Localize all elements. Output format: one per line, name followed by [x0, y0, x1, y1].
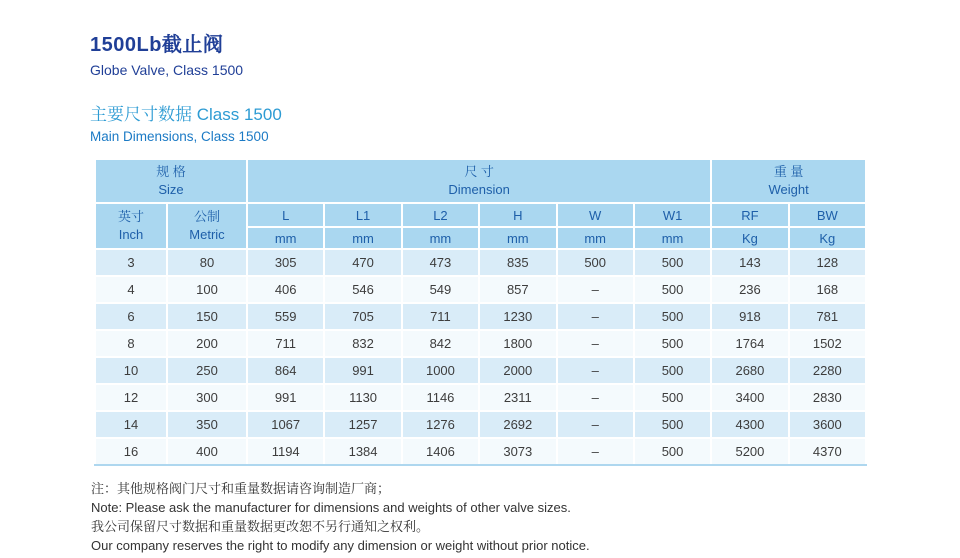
table-cell: 1230 [479, 303, 556, 330]
table-cell: 3073 [479, 438, 556, 465]
table-cell: 500 [634, 276, 711, 303]
table-cell: 2830 [789, 384, 866, 411]
unit-L1: mm [324, 227, 401, 249]
table-cell: 3400 [711, 384, 788, 411]
table-cell: 8 [95, 330, 167, 357]
table-cell: 705 [324, 303, 401, 330]
unit-H: mm [479, 227, 556, 249]
table-row [95, 438, 866, 465]
table-cell: 400 [167, 438, 247, 465]
col-header-H: H [479, 203, 556, 227]
table-cell: 500 [634, 384, 711, 411]
table-cell: 250 [167, 357, 247, 384]
table-cell: 864 [247, 357, 324, 384]
table-cell: – [557, 411, 634, 438]
table-row [95, 357, 866, 384]
col-metric-en: Metric [189, 227, 225, 242]
table-cell: 500 [634, 411, 711, 438]
group-header-size [95, 159, 247, 203]
table-cell: 500 [634, 438, 711, 465]
table-cell: 1764 [711, 330, 788, 357]
table-row [95, 330, 866, 357]
table-cell: 832 [324, 330, 401, 357]
table-cell: 473 [402, 249, 479, 276]
table-cell: 1276 [402, 411, 479, 438]
col-inch-en: Inch [118, 227, 144, 242]
unit-BW: Kg [789, 227, 866, 249]
table-cell: 1130 [324, 384, 401, 411]
table-cell: 2680 [711, 357, 788, 384]
table-cell: 1067 [247, 411, 324, 438]
table-cell: – [557, 303, 634, 330]
table-cell: 500 [634, 330, 711, 357]
table-cell: 2280 [789, 357, 866, 384]
col-header-BW: BW [789, 203, 866, 227]
table-cell: 100 [167, 276, 247, 303]
table-cell: 470 [324, 249, 401, 276]
table-cell: 168 [789, 276, 866, 303]
table-cell: 16 [95, 438, 167, 465]
table-cell: 546 [324, 276, 401, 303]
col-header-RF: RF [711, 203, 788, 227]
col-metric-zh: 公制 [193, 209, 220, 225]
page-title-en: Globe Valve, Class 1500 [90, 62, 244, 78]
col-header-L1: L1 [324, 203, 401, 227]
table-cell: 991 [324, 357, 401, 384]
table-cell: 991 [247, 384, 324, 411]
col-header-inch [95, 203, 167, 249]
table-cell: 2311 [479, 384, 556, 411]
col-header-W: W [557, 203, 634, 227]
note-line1-zh: 注：其他规格阀门尺寸和重量数据请咨询制造厂商； [91, 481, 391, 496]
dimensions-table [94, 158, 867, 466]
table-cell: 1384 [324, 438, 401, 465]
table-cell: 2692 [479, 411, 556, 438]
table-cell: 1194 [247, 438, 324, 465]
table-cell: 4 [95, 276, 167, 303]
note-line1-en: Note: Please ask the manufacturer for dimensions and weights of other valve sizes. [91, 499, 571, 515]
table-cell: 1502 [789, 330, 866, 357]
group-header-row [95, 159, 866, 203]
table-cell: 500 [557, 249, 634, 276]
col-header-metric [167, 203, 247, 249]
group-weight-en: Weight [768, 182, 809, 197]
unit-L2: mm [402, 227, 479, 249]
table-cell: 14 [95, 411, 167, 438]
footnotes [91, 480, 960, 555]
table-cell: 143 [711, 249, 788, 276]
table-cell: 857 [479, 276, 556, 303]
col-header-L2: L2 [402, 203, 479, 227]
table-cell: 10 [95, 357, 167, 384]
table-row [95, 249, 866, 276]
table-cell: 4370 [789, 438, 866, 465]
col-header-W1: W1 [634, 203, 711, 227]
group-header-dimension [247, 159, 711, 203]
column-label-row [95, 203, 866, 227]
table-cell: 2000 [479, 357, 556, 384]
table-cell: 300 [167, 384, 247, 411]
table-cell: 350 [167, 411, 247, 438]
table-cell: – [557, 330, 634, 357]
table-row [95, 411, 866, 438]
table-cell: – [557, 276, 634, 303]
group-size-en: Size [158, 182, 184, 197]
table-cell: – [557, 438, 634, 465]
table-cell: 305 [247, 249, 324, 276]
table-cell: 549 [402, 276, 479, 303]
table-cell: 128 [789, 249, 866, 276]
table-cell: 500 [634, 303, 711, 330]
table-cell: 3 [95, 249, 167, 276]
table-cell: – [557, 357, 634, 384]
note-line2-en: Our company reserves the right to modify any dimension or weight without prior notice. [91, 537, 590, 553]
section-title-zh: 主要尺寸数据 Class 1500 [90, 105, 282, 124]
table-row [95, 384, 866, 411]
col-inch-zh: 英寸 [117, 209, 144, 225]
section-title-en: Main Dimensions, Class 1500 [90, 129, 269, 144]
table-body [95, 249, 866, 465]
table-header [95, 159, 866, 249]
table-cell: 500 [634, 249, 711, 276]
unit-W: mm [557, 227, 634, 249]
note-line2-zh: 我公司保留尺寸数据和重量数据更改恕不另行通知之权利。 [91, 518, 430, 534]
table-cell: 150 [167, 303, 247, 330]
table-cell: 1257 [324, 411, 401, 438]
table-row [95, 303, 866, 330]
table-cell: 1800 [479, 330, 556, 357]
unit-W1: mm [634, 227, 711, 249]
table-cell: 781 [789, 303, 866, 330]
table-cell: – [557, 384, 634, 411]
table-cell: 6 [95, 303, 167, 330]
table-cell: 12 [95, 384, 167, 411]
unit-L: mm [247, 227, 324, 249]
table-row [95, 276, 866, 303]
table-cell: 711 [247, 330, 324, 357]
unit-RF: Kg [711, 227, 788, 249]
table-cell: 4300 [711, 411, 788, 438]
table-cell: 559 [247, 303, 324, 330]
table-cell: 918 [711, 303, 788, 330]
table-cell: 3600 [789, 411, 866, 438]
page-title-zh: 1500Lb截止阀 [90, 34, 224, 56]
group-dimension-zh: 尺 寸 [464, 164, 494, 180]
group-weight-zh: 重 量 [773, 164, 804, 180]
table-cell: 80 [167, 249, 247, 276]
table-cell: 5200 [711, 438, 788, 465]
group-size-zh: 规 格 [156, 164, 186, 180]
group-header-weight [711, 159, 866, 203]
table-cell: 835 [479, 249, 556, 276]
table-cell: 1406 [402, 438, 479, 465]
table-cell: 500 [634, 357, 711, 384]
group-dimension-en: Dimension [448, 182, 510, 197]
table-cell: 236 [711, 276, 788, 303]
table-cell: 1000 [402, 357, 479, 384]
table-cell: 842 [402, 330, 479, 357]
table-cell: 406 [247, 276, 324, 303]
table-cell: 711 [402, 303, 479, 330]
table-cell: 1146 [402, 384, 479, 411]
col-header-L: L [247, 203, 324, 227]
table-cell: 200 [167, 330, 247, 357]
